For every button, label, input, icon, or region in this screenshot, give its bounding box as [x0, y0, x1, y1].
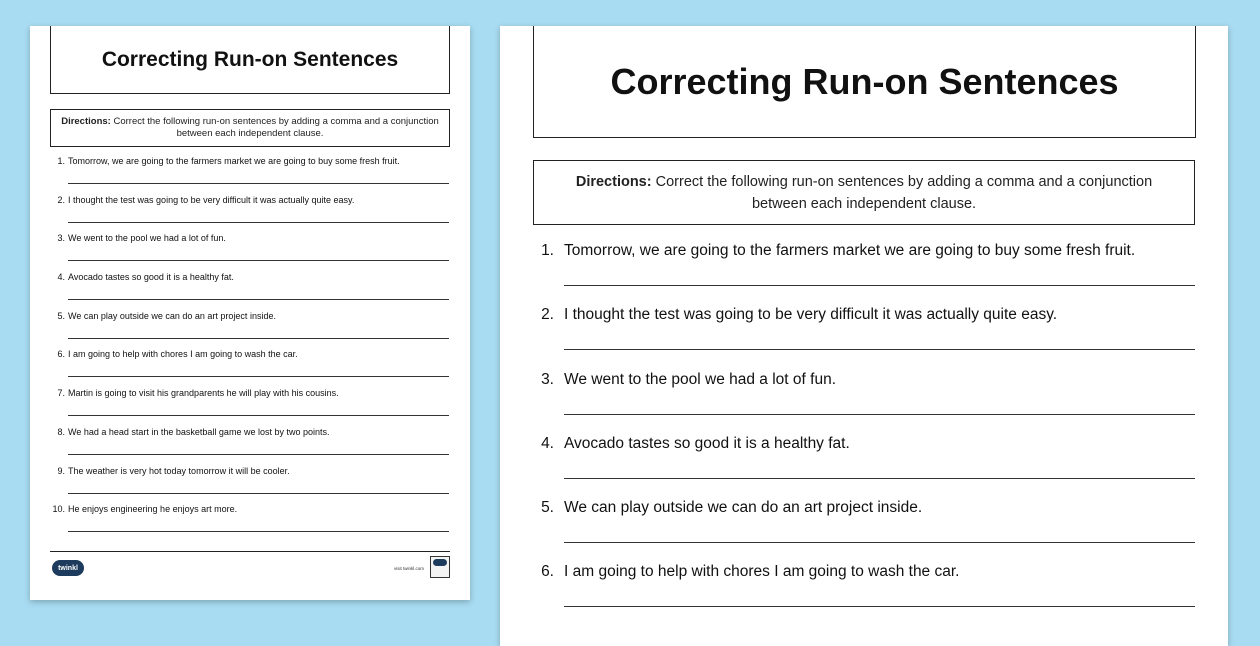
- question-item: [52, 427, 452, 466]
- answer-line[interactable]: [68, 338, 449, 339]
- answer-line[interactable]: [564, 606, 1195, 607]
- twinkl-logo: twinkl: [52, 560, 84, 576]
- question-text: I thought the test was going to be very difficult it was actually quite easy.: [68, 194, 355, 205]
- question-item: [52, 156, 452, 195]
- answer-line[interactable]: [564, 478, 1195, 479]
- answer-line[interactable]: [564, 542, 1195, 543]
- question-number: 8.: [57, 426, 65, 437]
- question-item: [52, 272, 452, 311]
- directions-box: [533, 160, 1195, 225]
- question-text: We went to the pool we had a lot of fun.: [564, 370, 836, 388]
- directions-label: Directions:: [575, 173, 652, 190]
- question-number: 2.: [541, 306, 554, 324]
- question-item: [52, 349, 452, 388]
- page-footer: [50, 551, 450, 582]
- answer-line[interactable]: [68, 222, 449, 223]
- question-text: Avocado tastes so good it is a healthy fat.: [68, 272, 234, 283]
- question-item: [538, 242, 1198, 306]
- directions-label: Directions:: [61, 116, 111, 127]
- question-text: We can play outside we can do an art project inside.: [68, 310, 276, 321]
- question-list: [538, 242, 1198, 628]
- question-item: [538, 306, 1198, 370]
- question-text: We had a head start in the basketball game we lost by two points.: [68, 426, 330, 437]
- directions-box: [50, 109, 450, 147]
- question-number: 7.: [57, 388, 65, 399]
- question-text: Avocado tastes so good it is a healthy fat.: [564, 434, 850, 452]
- answer-line[interactable]: [564, 285, 1195, 286]
- answer-line[interactable]: [68, 376, 449, 377]
- question-item: [52, 504, 452, 543]
- question-item: [538, 563, 1198, 627]
- question-text: We can play outside we can do an art project inside.: [564, 499, 923, 517]
- worksheet-zoomed-page: [500, 26, 1228, 646]
- question-number: 10.: [52, 504, 65, 515]
- question-text: Martin is going to visit his grandparents he will play with his cousins.: [68, 388, 339, 399]
- question-number: 6.: [541, 563, 554, 581]
- question-number: 4.: [57, 272, 65, 283]
- question-text: Tomorrow, we are going to the farmers market we are going to buy some fresh fruit.: [68, 156, 400, 166]
- question-number: 9.: [57, 465, 65, 476]
- answer-line[interactable]: [68, 183, 449, 184]
- question-number: 2.: [57, 194, 65, 205]
- question-text: Tomorrow, we are going to the farmers market we are going to buy some fresh fruit.: [564, 242, 1136, 259]
- question-list: [52, 156, 452, 543]
- question-number: 3.: [541, 370, 554, 388]
- question-item: [52, 195, 452, 234]
- answer-line[interactable]: [564, 414, 1195, 415]
- directions-text: Correct the following run-on sentences by adding a comma and a conjunction between each independent clause.: [655, 173, 1153, 212]
- answer-line[interactable]: [68, 531, 449, 532]
- worksheet-thumbnail-page: [30, 26, 470, 600]
- question-number: 3.: [57, 233, 65, 244]
- directions-text: Correct the following run-on sentences by adding a comma and a conjunction between each independent clause.: [113, 116, 439, 139]
- question-text: We went to the pool we had a lot of fun.: [68, 233, 226, 244]
- question-item: [538, 499, 1198, 563]
- question-item: [52, 466, 452, 505]
- question-number: 1.: [541, 242, 554, 259]
- question-text: I am going to help with chores I am going to wash the car.: [68, 349, 298, 360]
- question-item: [52, 388, 452, 427]
- answer-line[interactable]: [68, 415, 449, 416]
- footer-url: visit twinkl.com: [393, 566, 424, 571]
- answer-line[interactable]: [68, 299, 449, 300]
- answer-line[interactable]: [564, 349, 1195, 350]
- question-text: I am going to help with chores I am going to wash the car.: [564, 563, 960, 581]
- question-item: [538, 371, 1198, 435]
- answer-line[interactable]: [68, 454, 449, 455]
- question-text: The weather is very hot today tomorrow it will be cooler.: [68, 465, 290, 476]
- question-item: [538, 435, 1198, 499]
- question-text: He enjoys engineering he enjoys art more.: [68, 504, 238, 515]
- worksheet-title: Correcting Run-on Sentences: [533, 26, 1196, 138]
- question-number: 5.: [57, 310, 65, 321]
- question-number: 5.: [541, 499, 554, 517]
- question-number: 6.: [57, 349, 65, 360]
- answer-line[interactable]: [68, 260, 449, 261]
- question-number: 4.: [541, 434, 554, 452]
- question-number: 1.: [57, 156, 65, 166]
- question-item: [52, 233, 452, 272]
- worksheet-title: Correcting Run-on Sentences: [50, 26, 450, 94]
- question-item: [52, 311, 452, 350]
- badge-icon: [430, 556, 450, 578]
- answer-line[interactable]: [68, 493, 449, 494]
- question-text: I thought the test was going to be very difficult it was actually quite easy.: [564, 306, 1058, 324]
